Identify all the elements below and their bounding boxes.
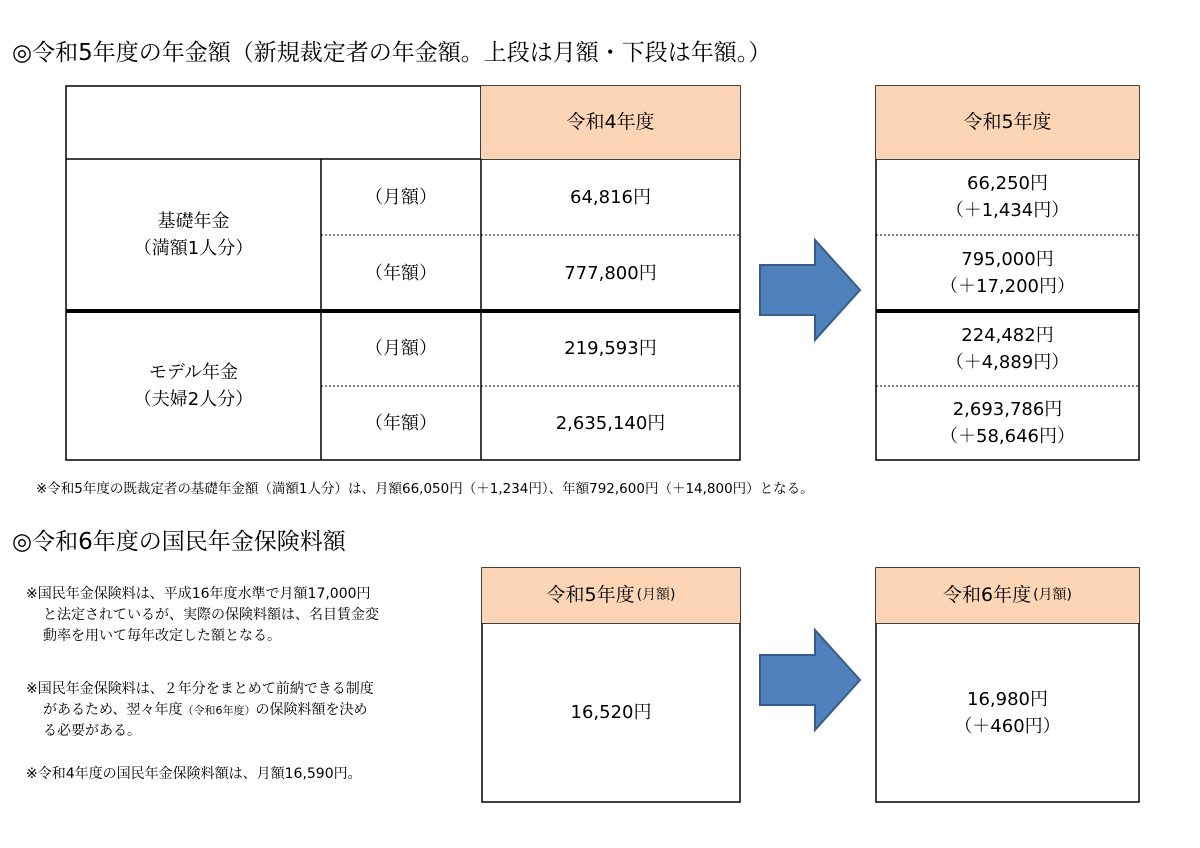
group-model-pension xyxy=(66,311,321,460)
s2-next-diff: （＋460円） xyxy=(954,715,1061,737)
note-fragment-small: （令和6年度） xyxy=(182,704,256,717)
group-name: モデル年金 xyxy=(148,361,239,383)
next-value: 795,000円 xyxy=(961,249,1054,270)
next-value: 224,482円 xyxy=(961,324,1054,346)
section1-title: ◎令和5年度の年金額（新規裁定者の年金額。上段は月額・下段は年額。） xyxy=(12,40,772,66)
group-basic-pension xyxy=(66,159,321,311)
row-label: （年額） xyxy=(365,412,437,434)
s2-next-header-label: 令和6年度 xyxy=(942,584,1032,606)
s2-prev-header xyxy=(482,568,740,623)
note-line xyxy=(26,700,374,721)
row-label: （月額） xyxy=(365,338,437,359)
s2-prev-header-label: 令和5年度 xyxy=(546,584,635,606)
diff-value: （＋4,889円） xyxy=(945,351,1070,373)
prev-value: 219,593円 xyxy=(564,338,657,359)
diff-value: （＋1,434円） xyxy=(945,200,1070,221)
s2-next-header-unit: (月額) xyxy=(1033,587,1073,603)
arrow-right-icon xyxy=(760,240,860,340)
note-line: と法定されているが、実際の保険料額は、名目賃金変 xyxy=(43,607,379,623)
s2-next-value-cell xyxy=(876,623,1139,802)
diff-value: （＋17,200円） xyxy=(940,276,1075,297)
prev-value: 2,635,140円 xyxy=(555,412,666,434)
note-line: ※令和4年度の国民年金保険料額は、月額16,590円。 xyxy=(26,766,362,782)
note-3 xyxy=(26,764,362,785)
next-value: 66,250円 xyxy=(967,173,1048,194)
s2-next-value: 16,980円 xyxy=(967,688,1048,710)
note-2 xyxy=(26,679,374,742)
note-line: ※国民年金保険料は、２年分をまとめて前納できる制度 xyxy=(26,681,374,697)
group-subname: （夫婦2人分） xyxy=(133,388,254,410)
prev-value: 777,800円 xyxy=(564,262,657,284)
header-next-year: 令和5年度 xyxy=(876,86,1139,159)
diff-value: （＋58,646円） xyxy=(940,426,1075,447)
note-1 xyxy=(26,584,379,647)
note-line: る必要がある。 xyxy=(43,723,141,739)
note-fragment: の保険料額を決め xyxy=(255,702,368,718)
group-name: 基礎年金 xyxy=(157,211,230,232)
next-value: 2,693,786円 xyxy=(952,399,1063,420)
arrow-right-icon xyxy=(760,630,860,730)
s2-next-header xyxy=(876,568,1139,623)
next-value-cell xyxy=(876,311,1139,386)
note-line: 動率を用いて毎年改定した額となる。 xyxy=(43,628,281,644)
prev-value: 64,816円 xyxy=(570,186,651,208)
section2-title: ◎令和6年度の国民年金保険料額 xyxy=(12,529,346,555)
next-value-cell xyxy=(876,386,1139,460)
next-value-cell xyxy=(876,235,1139,311)
s2-prev-header-unit: (月額) xyxy=(636,587,676,603)
note-line: ※国民年金保険料は、平成16年度水準で月額17,000円 xyxy=(26,586,371,602)
s2-prev-value: 16,520円 xyxy=(570,702,652,723)
note-fragment: があるため、翌々年度 xyxy=(43,702,183,718)
header-prev-year: 令和4年度 xyxy=(481,86,740,159)
next-value-cell xyxy=(876,159,1139,235)
row-label: （月額） xyxy=(365,186,437,208)
row-label: （年額） xyxy=(365,262,437,284)
section1-footnote: ※令和5年度の既裁定者の基礎年金額（満額1人分）は、月額66,050円（＋1,234円）、年額792,600円（＋14,800円）となる。 xyxy=(36,481,814,497)
group-subname: （満額1人分） xyxy=(133,238,254,259)
